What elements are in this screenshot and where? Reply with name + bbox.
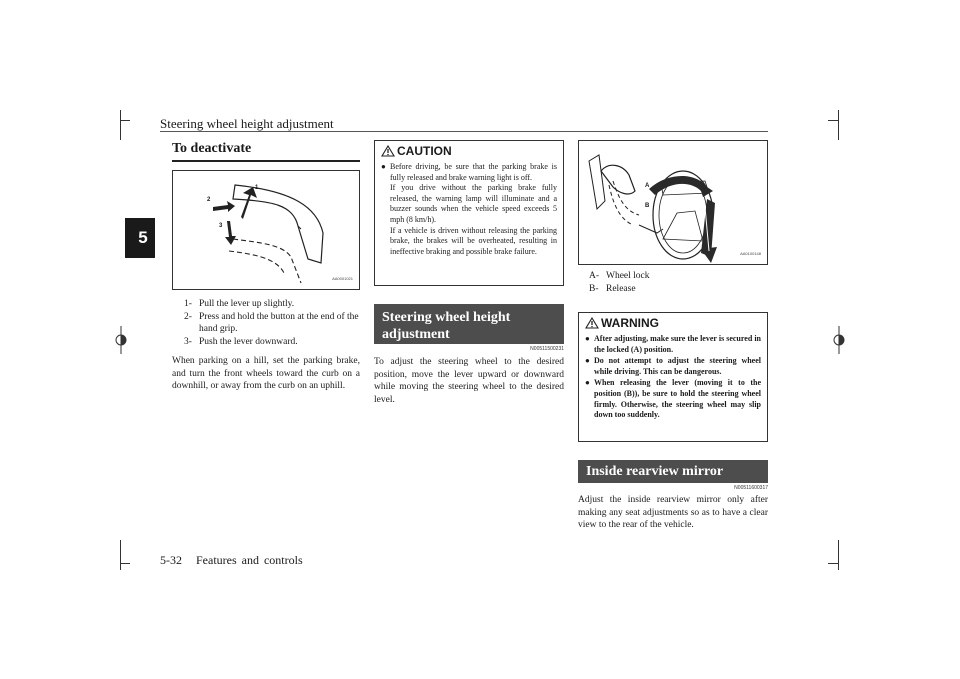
- warning-triangle-icon: [585, 317, 599, 329]
- heading-inside-rearview-mirror: Inside rearview mirror: [578, 460, 768, 483]
- list-item: [589, 270, 767, 283]
- figure-label-1: 1: [255, 185, 259, 191]
- heading-to-deactivate: To deactivate: [172, 141, 360, 162]
- warning-text: After adjusting, make sure the lever is secured in the locked (A) position.: [594, 334, 761, 354]
- warning-bullet: [585, 356, 761, 377]
- figure-label-2: 2: [207, 197, 211, 203]
- caution-line: Before driving, be sure that the parking brake is fully released and brake warning light is off.: [390, 162, 557, 182]
- step-number: 3-: [184, 336, 192, 347]
- heading-steering-wheel-height: Steering wheel height adjustment: [374, 304, 564, 344]
- caution-header: [381, 145, 557, 157]
- step-text: Push the lever downward.: [199, 336, 298, 347]
- warning-triangle-icon: [381, 145, 395, 157]
- steering-lever-illustration: [579, 141, 767, 264]
- page-number: 5-32: [160, 553, 182, 567]
- figure-parking-brake-lever: [172, 170, 360, 290]
- caution-title: CAUTION: [397, 143, 452, 158]
- figure-label-3: 3: [219, 223, 223, 229]
- caution-box: [374, 140, 564, 286]
- header-rule: [160, 131, 768, 132]
- rearview-mirror-paragraph: Adjust the inside rearview mirror only after making any seat adjustments so as to have a clear view to the rear of the vehicle.: [578, 495, 768, 530]
- figure-label-b: B: [645, 203, 650, 209]
- registration-mark-right: [832, 326, 846, 354]
- figure-legend: [589, 270, 767, 295]
- figure-steering-lever: [578, 140, 768, 265]
- step-number: 2-: [184, 311, 192, 322]
- caution-line: If a vehicle is driven without releasing the parking brake, the brakes will be overheated, resulting in ineffective braking and possible brake failure.: [390, 225, 557, 256]
- warning-text: When releasing the lever (moving it to the position (B)), be sure to hold the steering wheel firmly. Otherwise, the steering wheel may slip down too suddenly.: [594, 378, 761, 420]
- bullet-dot-icon: ●: [585, 378, 590, 388]
- bullet-dot-icon: ●: [585, 356, 590, 366]
- figure-label-a: A: [645, 183, 650, 189]
- section-tab: 5: [125, 218, 155, 258]
- parking-brake-lever-illustration: [173, 171, 359, 289]
- caution-line: If you drive without the parking brake fully released, the warning lamp will illuminate and a buzzer sounds when the vehicle speed exceeds 5 mph (8 km/h).: [390, 183, 557, 224]
- legend-text: Wheel lock: [606, 271, 650, 281]
- steps-list: [184, 298, 360, 348]
- registration-mark-left: [114, 326, 128, 354]
- legend-key: B-: [589, 283, 599, 294]
- page-header-title: Steering wheel height adjustment: [160, 116, 334, 131]
- step-text: Pull the lever up slightly.: [199, 299, 295, 309]
- parking-hill-paragraph: When parking on a hill, set the parking brake, and turn the front wheels toward the curb on a downhill, or away from the curb on an uphill.: [172, 356, 360, 391]
- page-footer: [160, 553, 303, 568]
- warning-header: [585, 317, 761, 329]
- section-code: N00511600317: [734, 485, 768, 491]
- legend-key: A-: [589, 271, 600, 281]
- warning-box: [578, 312, 768, 442]
- bullet-dot-icon: ●: [585, 334, 590, 343]
- bullet-dot-icon: ●: [381, 162, 386, 171]
- warning-bullet: [585, 378, 761, 420]
- figure-code: AA0001021: [332, 276, 353, 281]
- list-item: [589, 283, 767, 296]
- figure-code: AA0100148: [740, 251, 761, 256]
- caution-bullet: [381, 162, 557, 257]
- list-item: [184, 311, 360, 336]
- step-text: Press and hold the button at the end of the hand grip.: [199, 311, 359, 334]
- step-number: 1-: [184, 299, 192, 309]
- list-item: [184, 298, 360, 311]
- chapter-title: Features and controls: [196, 553, 303, 567]
- warning-bullet: [585, 334, 761, 355]
- section-code: N00511500231: [530, 346, 564, 352]
- list-item: [184, 336, 360, 349]
- legend-text: Release: [606, 283, 636, 294]
- steering-adjust-paragraph: To adjust the steering wheel to the desired position, move the lever upward or downward while moving the steering wheel to the desired level.: [374, 357, 564, 405]
- warning-text: Do not attempt to adjust the steering wheel while driving. This can be dangerous.: [594, 356, 761, 376]
- warning-title: WARNING: [601, 315, 659, 330]
